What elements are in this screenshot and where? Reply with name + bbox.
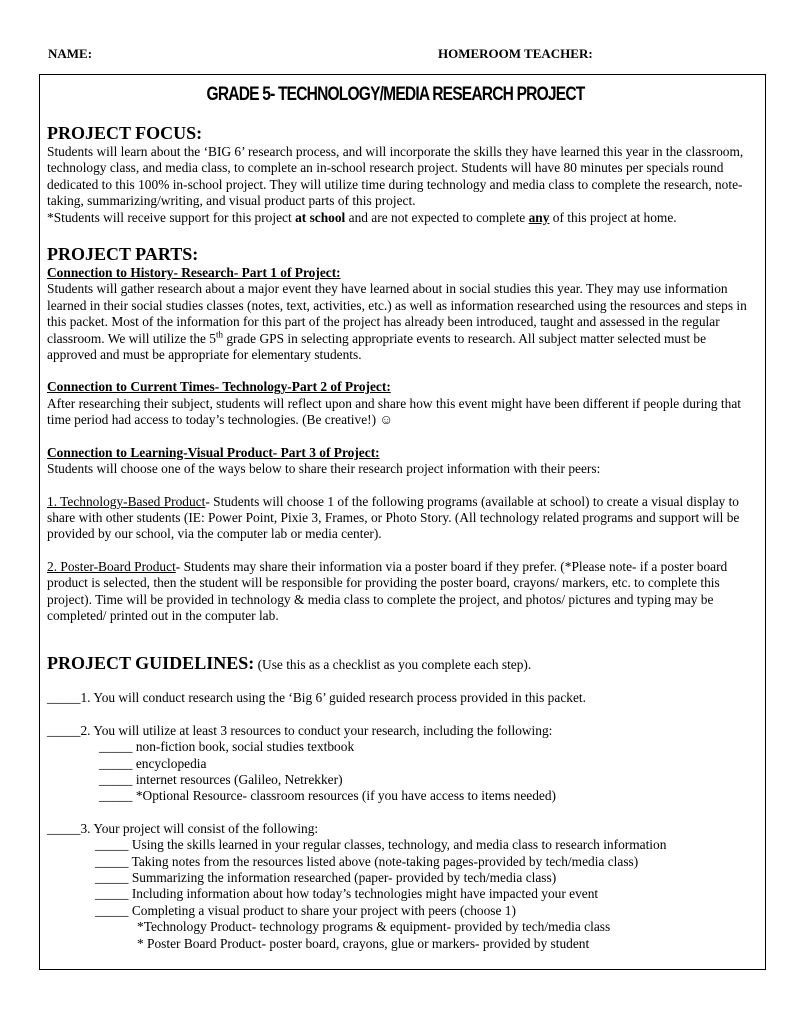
guideline-item-3-sub: _____ Summarizing the information researched (paper- provided by tech/media class) <box>95 870 557 885</box>
project-focus-paragraph: Students will learn about the ‘BIG 6’ research process, and will incorporate the skills they have learned this year in the classroom, technology class, and media class, to complete an in-school research project. Students will have 80 minutes per specials round dedicated to this 100% in-school project. They will utilize time during technology and media class to complete the research, note-taking, summarizing/writing, and visual product parts of this project. <box>47 144 744 209</box>
name-label: NAME: <box>48 46 93 61</box>
option1-paragraph: 1. Technology-Based Product- Students will choose 1 of the following programs (available at school) to create a visual display to share with other students (IE: Power Point, Pixie 3, Frames, or Photo Story. (All technology related programs and support will be provided by our school, via the computer lab or media center). <box>47 493 740 542</box>
project-focus-support-note: *Students will receive support for this project at school and are not expected to complete any of this project at home. <box>47 209 677 225</box>
guideline-item-3-nested: *Technology Product- technology programs & equipment- provided by tech/media class <box>137 919 611 935</box>
guideline-item-3-sub: _____ Using the skills learned in your regular classes, technology, and media class to research information <box>95 837 667 853</box>
guideline-item-2-sub: _____ non-fiction book, social studies textbook <box>99 739 355 755</box>
project-parts-heading: PROJECT PARTS: <box>47 244 199 265</box>
part3-heading: Connection to Learning-Visual Product- Part 3 of Project: <box>47 444 380 460</box>
guideline-item-3-sub: _____ Completing a visual product to share your project with peers (choose 1) <box>95 902 516 918</box>
guideline-item-3-nested: * Poster Board Product- poster board, crayons, glue or markers- provided by student <box>137 935 590 951</box>
part3-paragraph: Students will choose one of the ways below to share their research project information with their peers: <box>47 461 601 477</box>
part2-paragraph: After researching their subject, students will reflect upon and share how this event might have been different if people during that time period had access to today’s technologies. (Be creative!) ☺ <box>47 395 741 428</box>
homeroom-teacher-label: HOMEROOM TEACHER: <box>438 46 593 61</box>
page-title: GRADE 5- TECHNOLOGY/MEDIA RESEARCH PROJECT <box>206 84 585 105</box>
document-body <box>47 122 759 952</box>
guideline-item-3-sub: _____ Taking notes from the resources listed above (note-taking pages-provided by tech/media class) <box>95 853 639 869</box>
project-focus-heading: PROJECT FOCUS: <box>47 123 203 143</box>
guideline-item-3-sub: _____ Including information about how today’s technologies might have impacted your event <box>95 886 599 902</box>
part1-paragraph: Students will gather research about a major event they have learned about in social studies this year. They may use information learned in their social studies classes (notes, text, activities, etc.) as well as information researched using the resources and steps in this packet. Most of the information for this part of the project has already been introduced, taught and assessed in the regular classroom. We will utilize the 5th grade GPS in selecting appropriate events to research. All subject matter selected must be approved and must be appropriate for elementary students. <box>47 281 747 363</box>
part2-heading: Connection to Current Times- Technology-Part 2 of Project: <box>47 379 391 395</box>
part1-heading: Connection to History- Research- Part 1 of Project: <box>47 265 341 281</box>
guideline-item-2-sub: _____ encyclopedia <box>99 755 207 771</box>
guideline-item-2-sub: _____ internet resources (Galileo, Netrekker) <box>99 771 343 787</box>
guideline-item-1: _____1. You will conduct research using the ‘Big 6’ guided research process provided in this packet. <box>47 690 586 706</box>
guideline-item-2-sub: _____ *Optional Resource- classroom resources (if you have access to items needed) <box>99 788 556 804</box>
guideline-item-2: _____2. You will utilize at least 3 resources to conduct your research, including the following: <box>47 722 553 738</box>
guideline-item-3: _____3. Your project will consist of the following: <box>47 820 319 836</box>
option2-paragraph: 2. Poster-Board Product- Students may share their information via a poster board if they prefer. (*Please note- if a poster board product is selected, then the student will be responsible for providing the poster board, crayons/ markers, etc. to complete this project). Time will be provided in technology & media class to complete the project, and photos/ pictures and typing may be completed/ printed out in the computer lab. <box>47 558 728 623</box>
project-guidelines-heading: PROJECT GUIDELINES: (Use this as a checklist as you complete each step). <box>47 653 532 674</box>
